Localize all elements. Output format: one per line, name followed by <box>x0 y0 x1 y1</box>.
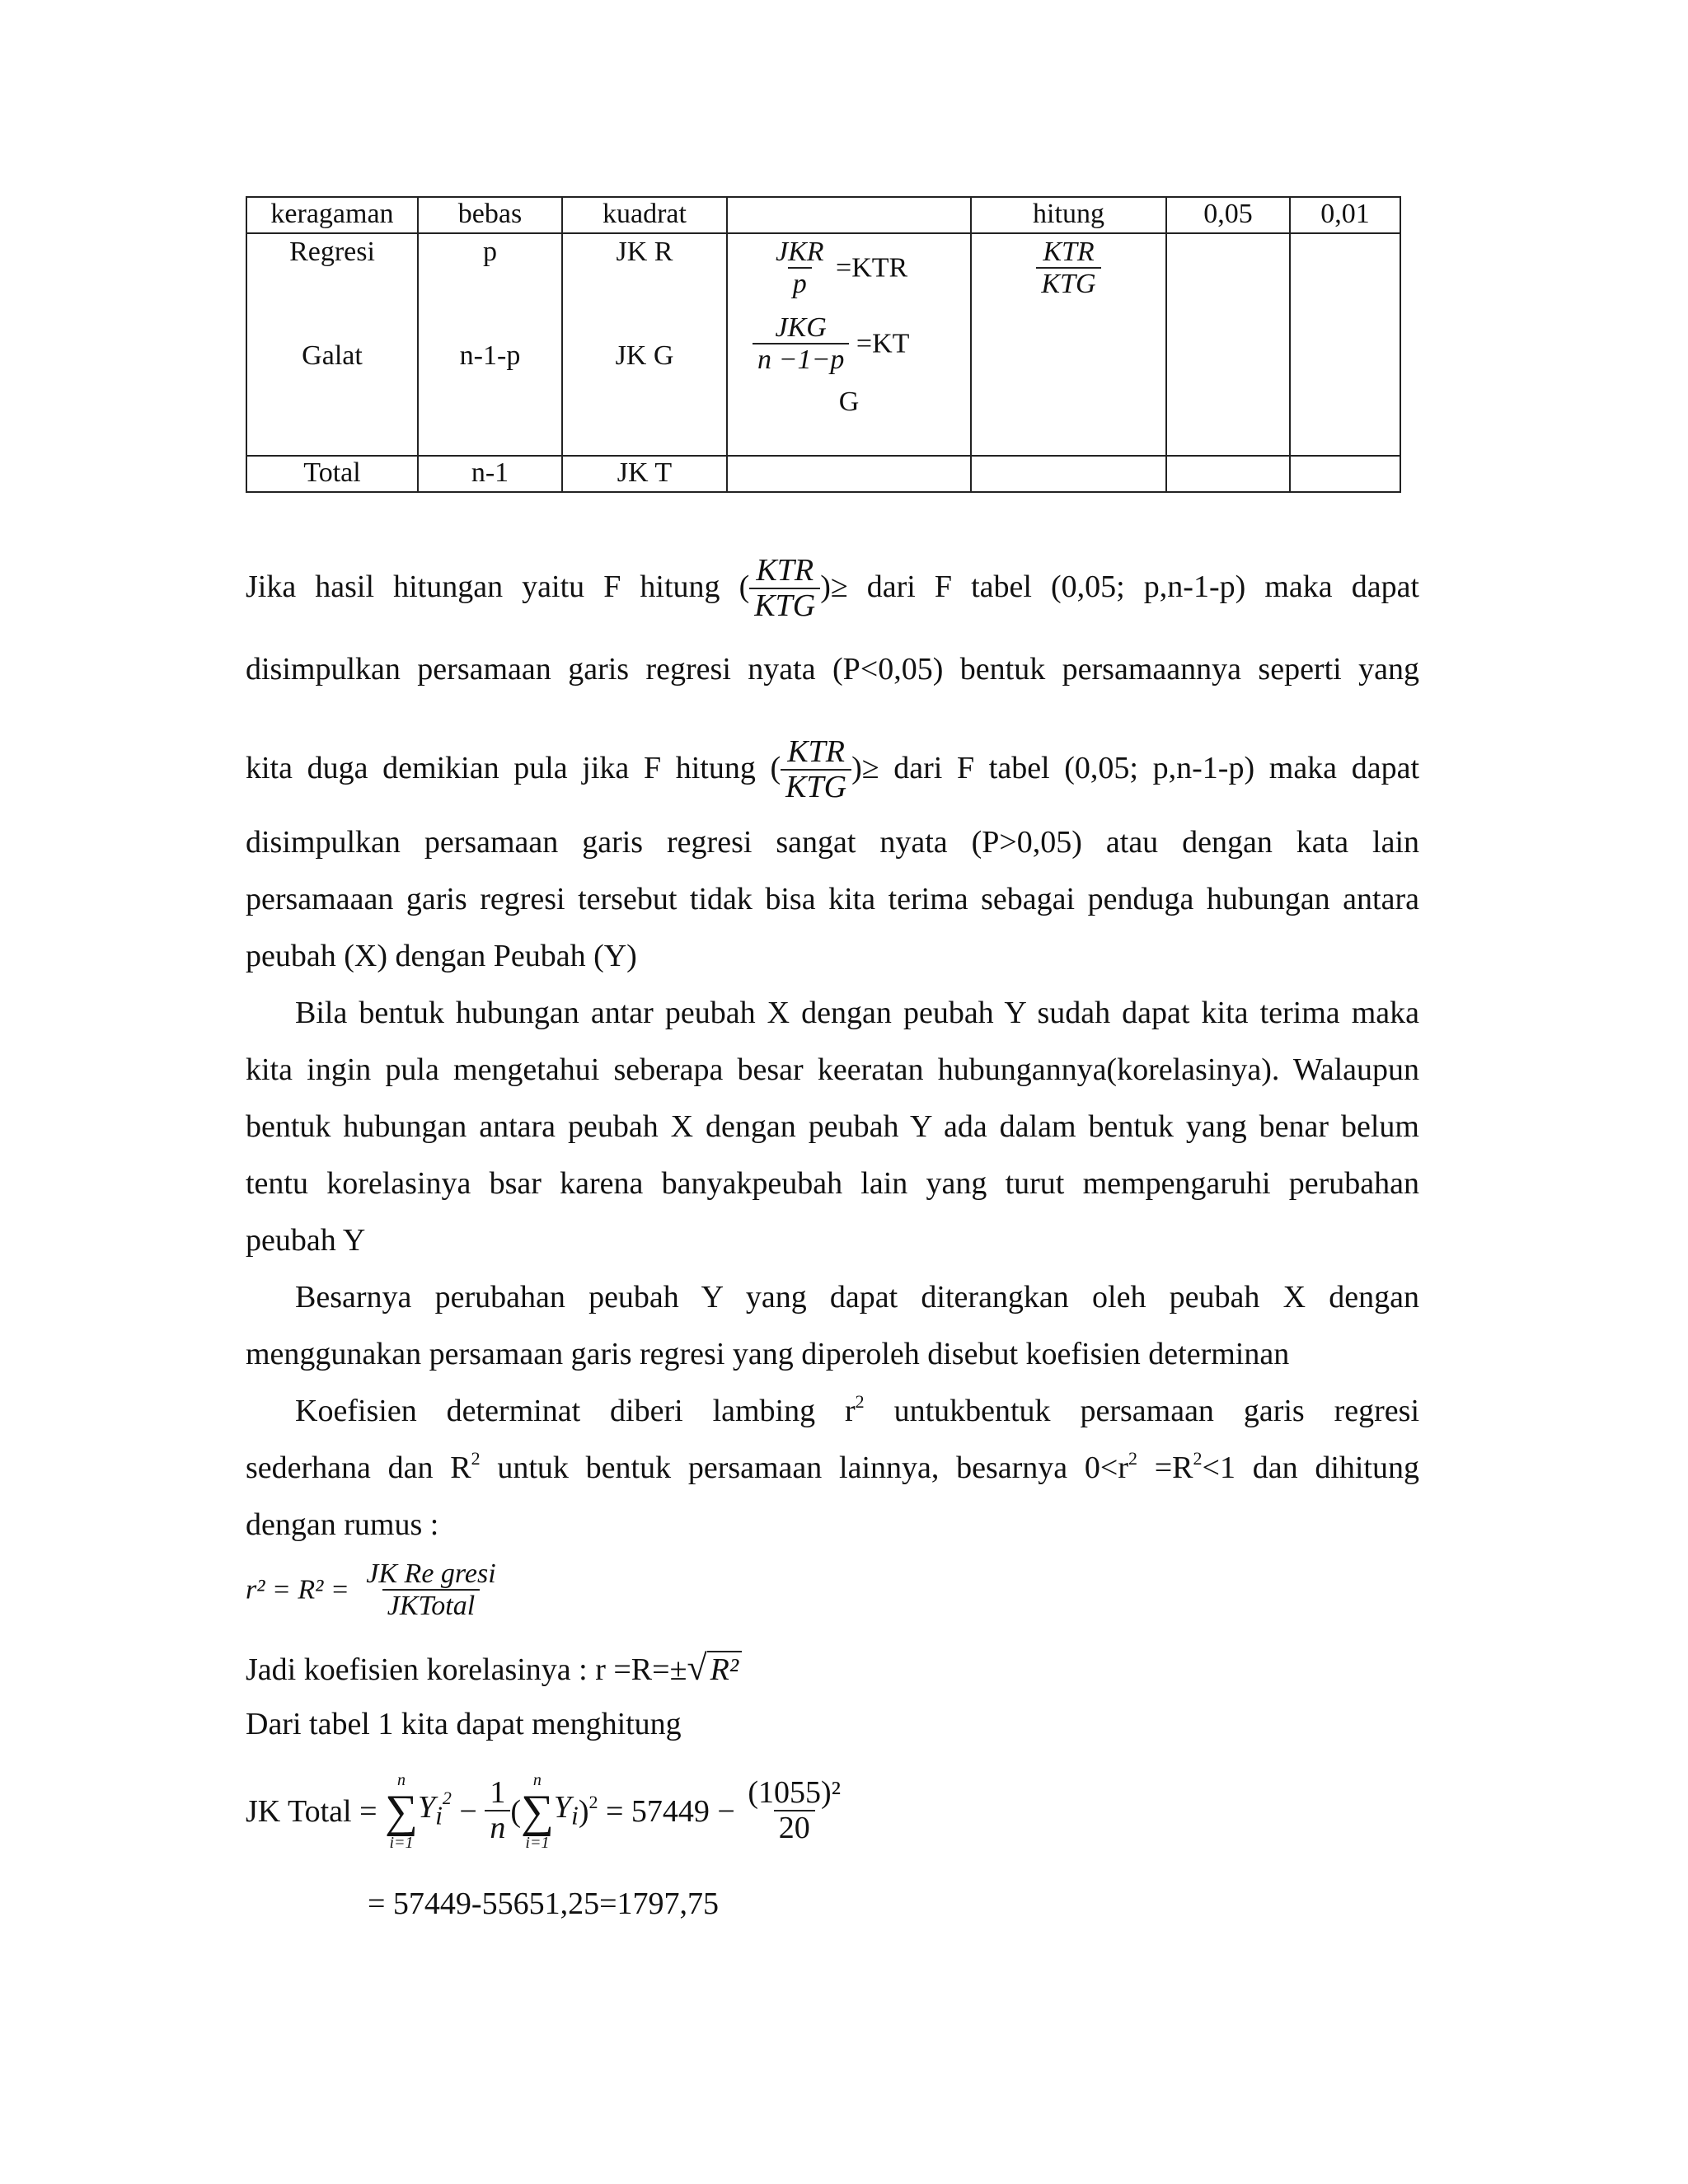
header-cell: keragaman <box>246 197 418 233</box>
f-ratio-fraction: $\frac{\text{KTR}}{\text{KTG}}$ <box>749 555 820 624</box>
header-cell: bebas <box>418 197 562 233</box>
paragraph-4-line-1: Besarnya perubahan peubah Y yang dapat diterangkan oleh peubah X dengan <box>295 1280 1419 1315</box>
paragraph-1-line-2: disimpulkan persamaan garis regresi nyata (P<0,05) bentuk persamaannya seperti yang <box>246 652 1419 687</box>
paragraph-2-line-4: peubah (X) dengan Peubah (Y) <box>246 939 637 973</box>
ktr-formula: $\frac{\text{JKR}}{p}$ =KTR <box>776 237 908 299</box>
paragraph-2-line-2: disimpulkan persamaan garis regresi sangat nyata (P>0,05) atau dengan kata lain <box>246 825 1419 860</box>
f-hitung-formula: $\frac{\text{KTR}}{\text{KTG}}$ <box>972 237 1165 299</box>
table-row <box>246 233 1400 456</box>
ktg-formula: $\frac{\text{JKG}}{n -1-p}$ =KT <box>753 313 909 375</box>
paragraph-2-line-1: kita duga demikian pula jika F hitung ( $\frac{\text{KTR}}{\text{KTG}}$ )≥ dari F tabel (0,05; p,n-1-p) maka dapat <box>246 734 1419 805</box>
sum-symbol: ∑ <box>385 1786 418 1837</box>
f-ratio-fraction: $\frac{\text{KTR}}{\text{KTG}}$ <box>781 736 851 805</box>
sum-symbol: ∑ <box>520 1786 554 1837</box>
paragraph-6: Dari tabel 1 kita dapat menghitung <box>246 1707 682 1741</box>
anova-table <box>246 196 1401 493</box>
table-header-row <box>246 197 1400 233</box>
paragraph-1-line-1: Jika hasil hitungan yaitu F hitung ( $\frac{\text{KTR}}{\text{KTG}}$ )≥ dari F tabel (0,05; p,n-1-p) maka dapat <box>246 553 1419 624</box>
db-galat: n-1-p <box>459 340 521 371</box>
header-cell <box>727 197 971 233</box>
header-cell: kuadrat <box>562 197 727 233</box>
paragraph-5-line-2: sederhana dan $R^2$ untuk bentuk persamaan lainnya, besarnya $0<r^2 =R^2<1$ dan dihitung <box>246 1448 1419 1485</box>
paragraph-3-line-4: tentu korelasinya bsar karena banyakpeubah lain yang turut mempengaruhi perubahan <box>246 1166 1419 1201</box>
determination-formula: r² = R² = $\frac{\text{JK Re gresi}}{\text{JKTotal}}$ <box>246 1558 496 1621</box>
paragraph-5-line-1: Koefisien determinat diberi lambing $r^2$ untukbentuk persamaan garis regresi <box>295 1391 1419 1428</box>
jk-regresi: JK R <box>616 237 673 267</box>
db-total: n-1 <box>418 456 562 492</box>
paragraph-2-line-3: persamaaan garis regresi tersebut tidak bisa kita terima sebagai penduga hubungan antara <box>246 882 1419 916</box>
paragraph-3-line-1: Bila bentuk hubungan antar peubah X dengan peubah Y sudah dapat kita terima maka <box>295 996 1419 1030</box>
source-regresi: Regresi <box>289 237 375 267</box>
paragraph-5-line-3: dengan rumus : <box>246 1507 439 1542</box>
source-galat: Galat <box>302 340 363 371</box>
ktg-suffix: G <box>838 387 860 417</box>
jk-total: JK T <box>562 456 727 492</box>
table-row <box>246 456 1400 492</box>
correlation-line: Jadi koefisien korelasinya : r =R=±√ R² <box>246 1650 1419 1688</box>
paragraph-4-line-2: menggunakan persamaan garis regresi yang diperoleh disebut koefisien determinan <box>246 1337 1290 1371</box>
db-regresi: p <box>483 237 497 267</box>
header-cell: 0,01 <box>1290 197 1400 233</box>
jk-total-formula: JK Total = n ∑ i=1 $Y_i^2$ − $\frac{1}{n}$ ( n ∑ i=1 $Y_i)^2 = 57449$ − $\frac{\text{(1055)²}}{20}$ <box>246 1771 842 1852</box>
jk-galat: JK G <box>615 340 674 371</box>
header-cell: 0,05 <box>1166 197 1290 233</box>
paragraph-3-line-3: bentuk hubungan antara peubah X dengan peubah Y ada dalam bentuk yang benar belum <box>246 1109 1419 1144</box>
paragraph-3-line-5: peubah Y <box>246 1223 366 1258</box>
header-cell: hitung <box>971 197 1166 233</box>
paragraph-3-line-2: kita ingin pula mengetahui seberapa besar keeratan hubungannya(korelasinya). Walaupun <box>246 1052 1419 1087</box>
source-total: Total <box>246 456 418 492</box>
jk-total-result: = 57449-55651,25=1797,75 <box>368 1886 720 1921</box>
